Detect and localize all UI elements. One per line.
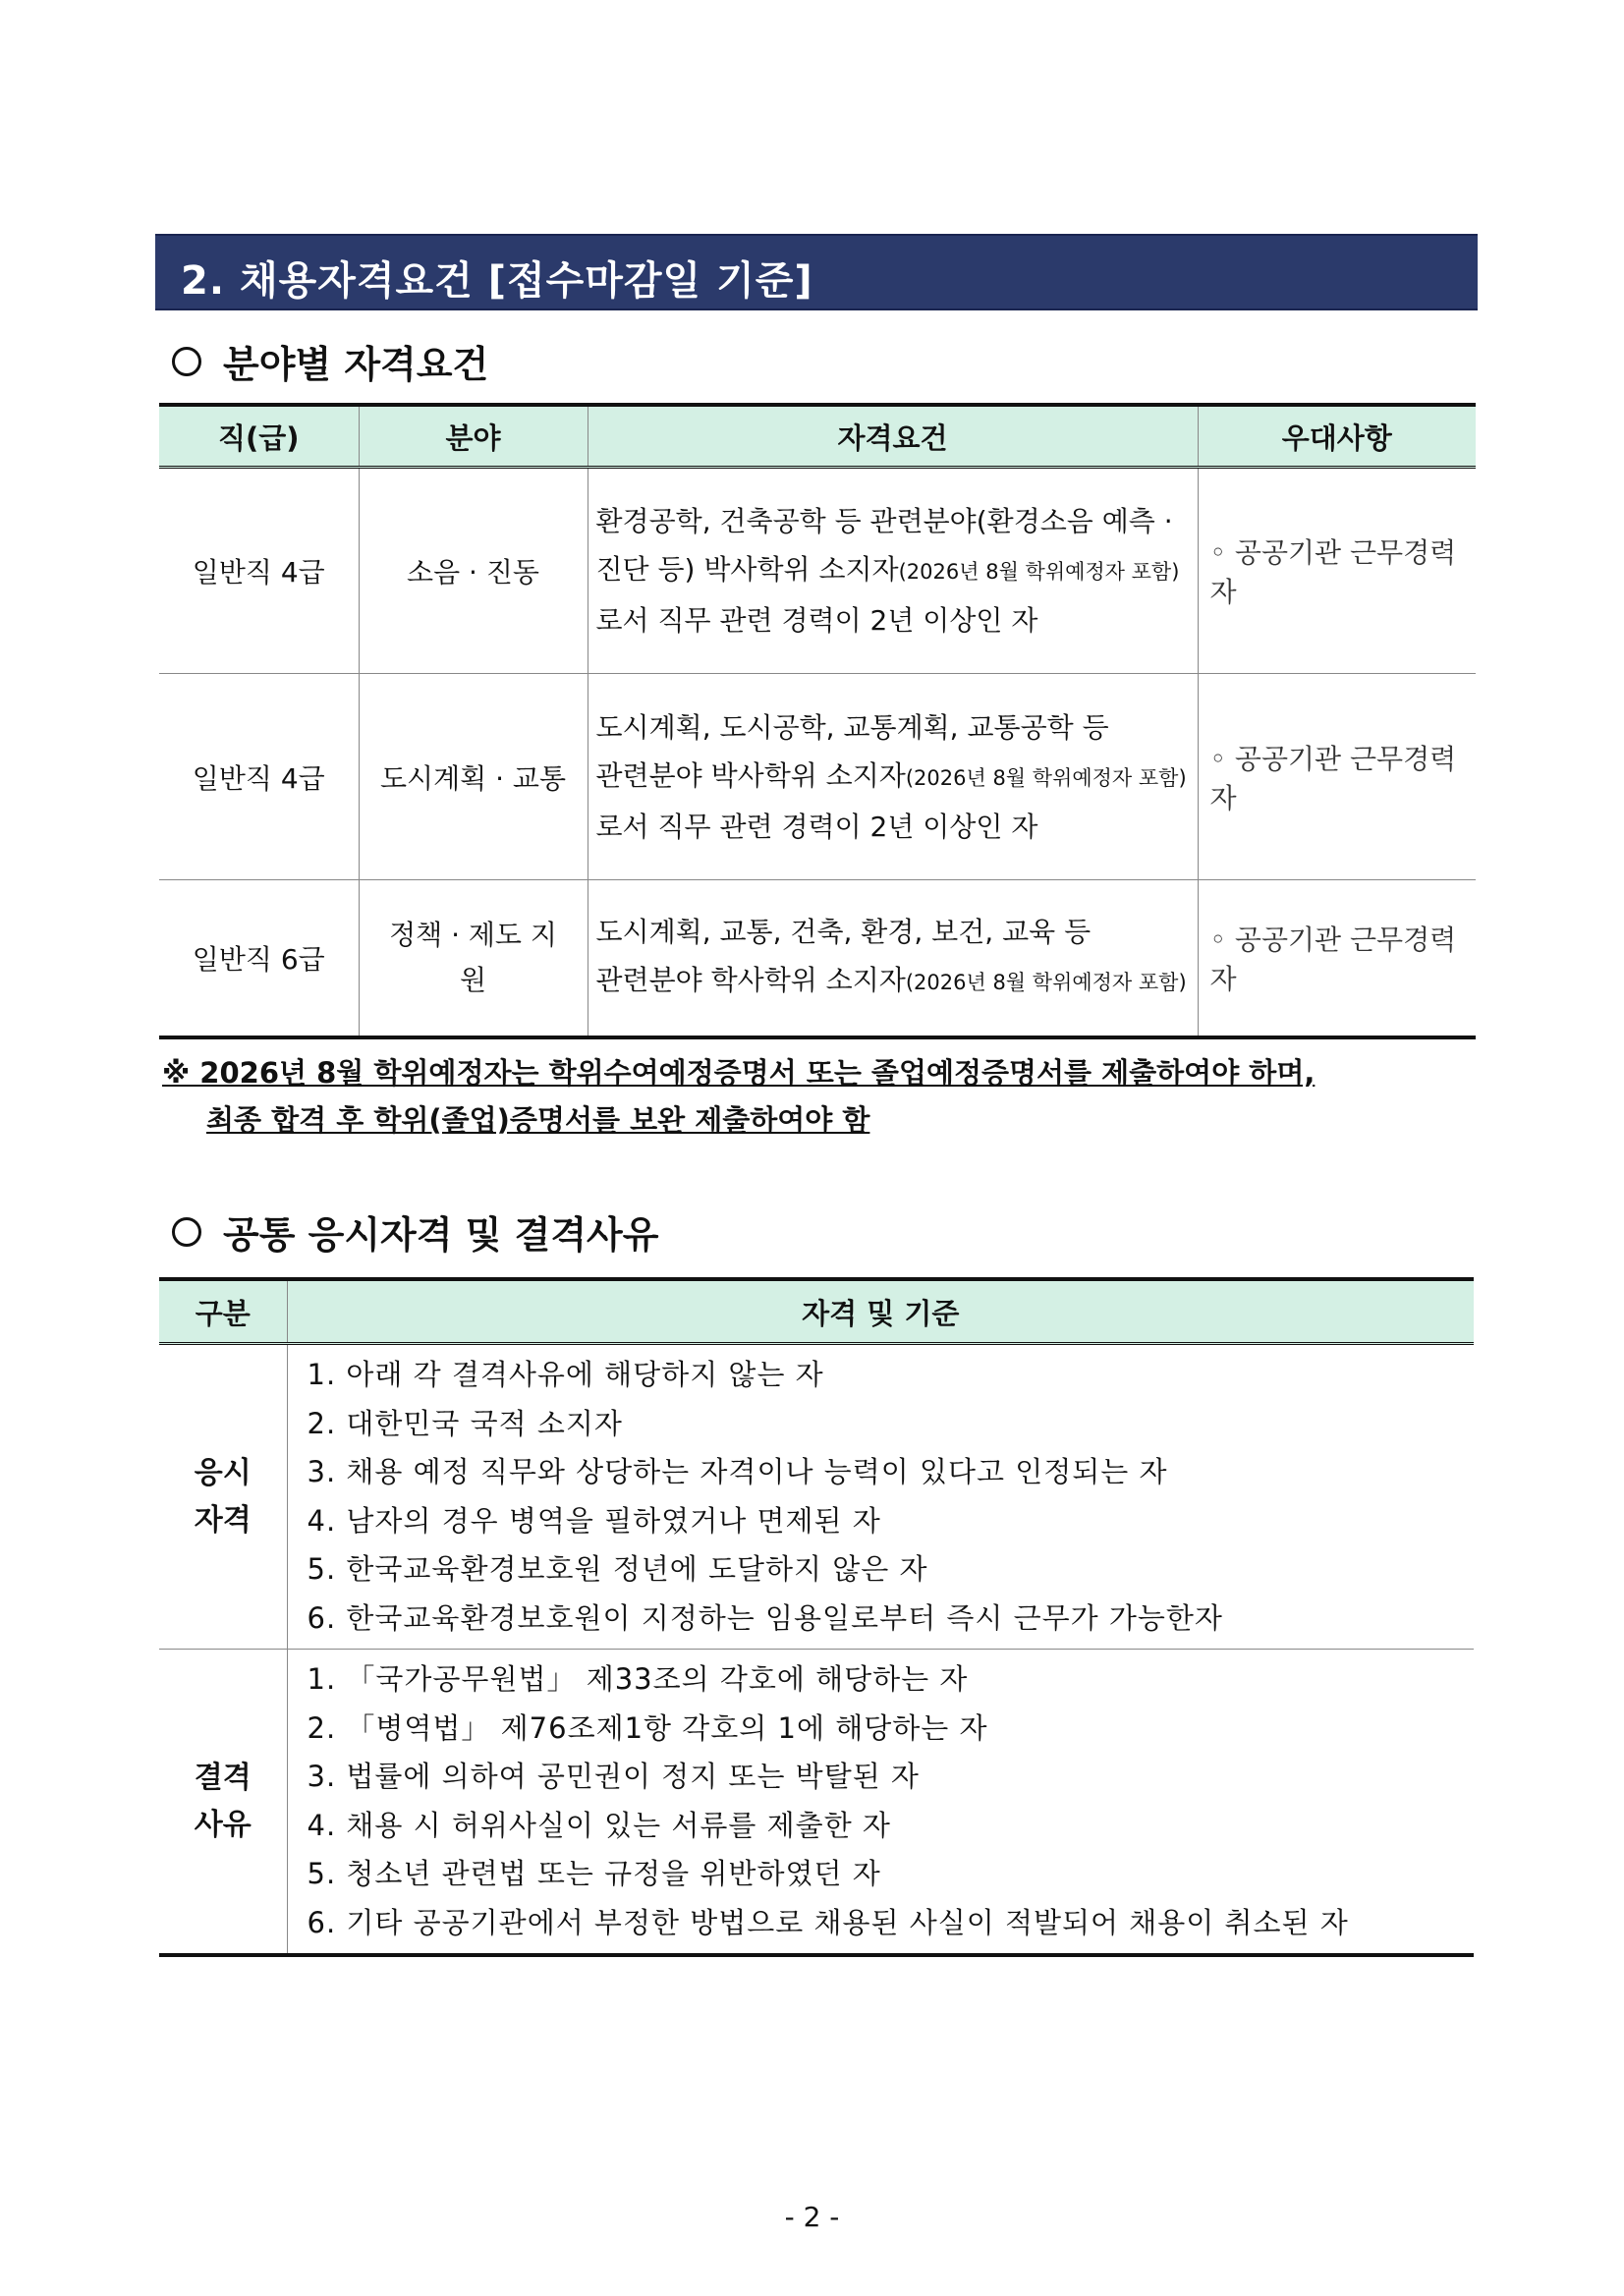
requirement-note: (2026년 8월 학위예정자 포함)	[898, 560, 1180, 584]
notice-line-2: 최종 합격 후 학위(졸업)증명서를 보완 제출하여야 함	[206, 1103, 870, 1137]
field-cell: 정책 · 제도 지원	[359, 880, 588, 1037]
qualification-subtitle-text: 분야별 자격요건	[223, 343, 489, 386]
common-criteria-table	[159, 1277, 1474, 1957]
list-item: 4. 남자의 경우 병역을 필하였거나 면제된 자	[307, 1503, 881, 1538]
preference-cell: ◦ 공공기관 근무경력자	[1198, 468, 1476, 674]
category-cell	[159, 1650, 287, 1956]
requirement-cell	[588, 880, 1198, 1037]
grade-cell: 일반직 6급	[159, 880, 359, 1037]
field-cell: 소음 · 진동	[359, 468, 588, 674]
table-header-row	[159, 1279, 1474, 1344]
header-requirements: 자격요건	[588, 405, 1198, 468]
table-row	[159, 468, 1476, 674]
table-row	[159, 674, 1476, 880]
requirement-tail: 로서 직무 관련 경력이 2년 이상인 자	[595, 604, 1038, 637]
requirement-note: (2026년 8월 학위예정자 포함)	[905, 765, 1187, 790]
list-item: 3. 법률에 의하여 공민권이 정지 또는 박탈된 자	[307, 1760, 920, 1793]
category-cell	[159, 1344, 287, 1650]
table-row	[159, 1650, 1474, 1956]
section-title: 2. 채용자격요건 [접수마감일 기준]	[181, 258, 813, 304]
common-subtitle	[172, 1204, 658, 1259]
header-grade: 직(급)	[159, 405, 359, 468]
list-item: 2. 대한민국 국적 소지자	[307, 1406, 623, 1440]
common-subtitle-text: 공통 응시자격 및 결격사유	[223, 1213, 659, 1257]
requirement-main: 도시계획, 도시공학, 교통계획, 교통공학 등 관련분야 박사학위 소지자	[595, 710, 1109, 792]
list-item: 6. 한국교육환경보호원이 지정하는 임용일로부터 즉시 근무가 가능한자	[307, 1600, 1223, 1635]
requirement-tail: 로서 직무 관련 경력이 2년 이상인 자	[595, 810, 1038, 843]
category-label-line-2: 사유	[194, 1807, 252, 1842]
requirement-main: 도시계획, 교통, 건축, 환경, 보건, 교육 등 관련분야 학사학위 소지자	[595, 916, 1092, 997]
list-item: 2. 「병역법」 제76조제1항 각호의 1에 해당하는 자	[307, 1710, 988, 1745]
requirement-cell	[588, 674, 1198, 880]
page-number: - 2 -	[784, 2201, 840, 2233]
table-row	[159, 880, 1476, 1037]
header-category: 구분	[159, 1279, 287, 1344]
header-preference: 우대사항	[1198, 405, 1476, 468]
table-row	[159, 1344, 1474, 1650]
list-item: 1. 아래 각 결격사유에 해당하지 않는 자	[307, 1358, 824, 1391]
category-label-line-1: 응시	[194, 1455, 252, 1490]
requirement-main: 환경공학, 건축공학 등 관련분야(환경소음 예측 · 진단 등) 박사학위 소지자	[595, 505, 1173, 586]
qualification-table	[159, 403, 1476, 1039]
table-header-row	[159, 405, 1476, 468]
list-item: 4. 채용 시 허위사실이 있는 서류를 제출한 자	[307, 1808, 891, 1842]
category-label-line-1: 결격	[194, 1760, 252, 1795]
section-header	[155, 234, 1478, 310]
requirement-note: (2026년 8월 학위예정자 포함)	[905, 971, 1187, 995]
grade-cell: 일반직 4급	[159, 468, 359, 674]
header-field: 분야	[359, 405, 588, 468]
header-criteria: 자격 및 기준	[287, 1279, 1474, 1344]
requirement-cell	[588, 468, 1198, 674]
category-label-line-2: 자격	[194, 1502, 252, 1538]
list-item: 6. 기타 공공기관에서 부정한 방법으로 채용된 사실이 적발되어 채용이 취소된 자	[307, 1905, 1349, 1939]
grade-cell: 일반직 4급	[159, 674, 359, 880]
criteria-cell	[287, 1344, 1474, 1650]
list-item: 1. 「국가공무원법」 제33조의 각호에 해당하는 자	[307, 1662, 969, 1696]
list-item: 5. 한국교육환경보호원 정년에 도달하지 않은 자	[307, 1552, 928, 1586]
qualification-subtitle	[172, 334, 488, 388]
circle-bullet-icon	[172, 347, 201, 376]
notice-line-1: ※ 2026년 8월 학위예정자는 학위수여예정증명서 또는 졸업예정증명서를 제출하여야 하며,	[162, 1056, 1316, 1090]
preference-cell: ◦ 공공기관 근무경력자	[1198, 880, 1476, 1037]
field-cell: 도시계획 · 교통	[359, 674, 588, 880]
circle-bullet-icon	[172, 1217, 201, 1247]
list-item: 3. 채용 예정 직무와 상당하는 자격이나 능력이 있다고 인정되는 자	[307, 1455, 1168, 1488]
list-item: 5. 청소년 관련법 또는 규정을 위반하였던 자	[307, 1857, 881, 1890]
notice-text	[162, 1049, 1479, 1144]
criteria-cell	[287, 1650, 1474, 1956]
preference-cell: ◦ 공공기관 근무경력자	[1198, 674, 1476, 880]
